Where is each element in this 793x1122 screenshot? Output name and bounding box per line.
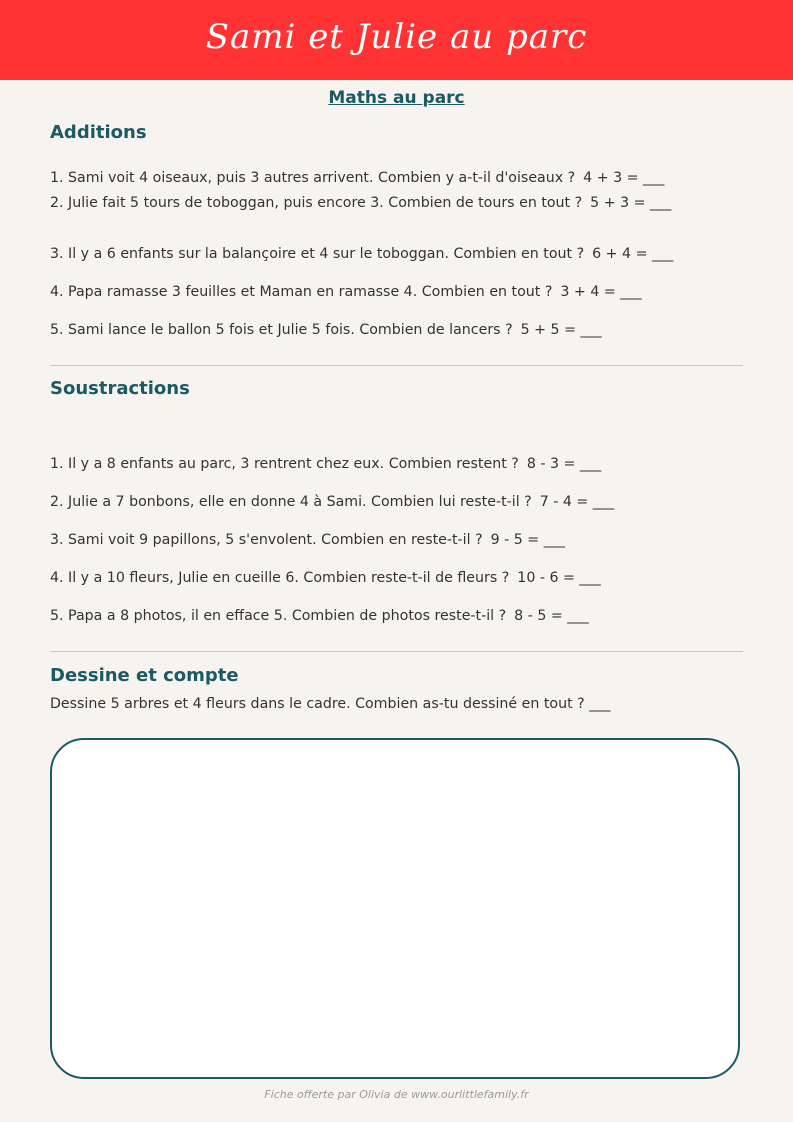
- subtraction-question-3: [50, 530, 750, 550]
- drawing-frame[interactable]: [50, 738, 740, 1079]
- question-text: 5. Sami lance le ballon 5 fois et Julie 5 fois. Combien de lancers ?: [50, 322, 513, 338]
- addition-question-1: [50, 168, 750, 188]
- question-equation: 10 - 6 = ___: [517, 570, 601, 586]
- section-divider: [50, 651, 743, 652]
- subtraction-question-1: [50, 454, 750, 474]
- question-text: 2. Julie a 7 bonbons, elle en donne 4 à Sami. Combien lui reste-t-il ?: [50, 494, 532, 510]
- question-equation: 7 - 4 = ___: [539, 494, 615, 510]
- question-text: 3. Sami voit 9 papillons, 5 s'envolent. Combien en reste-t-il ?: [50, 532, 483, 548]
- question-text: 1. Il y a 8 enfants au parc, 3 rentrent chez eux. Combien restent ?: [50, 456, 519, 472]
- question-equation: 5 + 3 = ___: [590, 195, 672, 211]
- subtraction-question-4: [50, 568, 750, 588]
- question-text: 4. Il y a 10 fleurs, Julie en cueille 6. Combien reste-t-il de fleurs ?: [50, 570, 510, 586]
- addition-question-4: [50, 282, 750, 302]
- dessine-heading: Dessine et compte: [50, 665, 239, 686]
- addition-question-3: [50, 244, 750, 264]
- addition-question-2: [50, 190, 730, 217]
- question-equation: 8 - 5 = ___: [514, 608, 589, 624]
- soustractions-heading: Soustractions: [50, 378, 190, 399]
- question-equation: 3 + 4 = ___: [560, 284, 642, 300]
- question-text: 1. Sami voit 4 oiseaux, puis 3 autres arrivent. Combien y a-t-il d'oiseaux ?: [50, 170, 576, 186]
- section-divider: [50, 365, 743, 366]
- subtraction-question-2: [50, 492, 750, 512]
- question-equation: 4 + 3 = ___: [583, 170, 665, 186]
- question-equation: 6 + 4 = ___: [592, 246, 674, 262]
- question-text: 3. Il y a 6 enfants sur la balançoire et 4 sur le toboggan. Combien en tout ?: [50, 246, 585, 262]
- question-equation: 5 + 5 = ___: [520, 322, 602, 338]
- subtraction-question-5: [50, 606, 750, 626]
- additions-heading: Additions: [50, 122, 147, 143]
- question-text: 4. Papa ramasse 3 feuilles et Maman en ramasse 4. Combien en tout ?: [50, 284, 553, 300]
- addition-question-5: [50, 320, 750, 340]
- question-equation: 9 - 5 = ___: [490, 532, 565, 548]
- dessine-instruction: Dessine 5 arbres et 4 fleurs dans le cadre. Combien as-tu dessiné en tout ? ___: [50, 696, 611, 712]
- question-equation: 8 - 3 = ___: [526, 456, 602, 472]
- worksheet-subtitle: Maths au parc: [328, 88, 465, 108]
- question-text: 5. Papa a 8 photos, il en efface 5. Combien de photos reste-t-il ?: [50, 608, 507, 624]
- question-text: 2. Julie fait 5 tours de toboggan, puis encore 3. Combien de tours en tout ?: [50, 195, 583, 211]
- page-title: Sami et Julie au parc: [205, 17, 588, 57]
- footer-credit: Fiche offerte par Olivia de www.ourlittlefamily.fr: [264, 1088, 529, 1101]
